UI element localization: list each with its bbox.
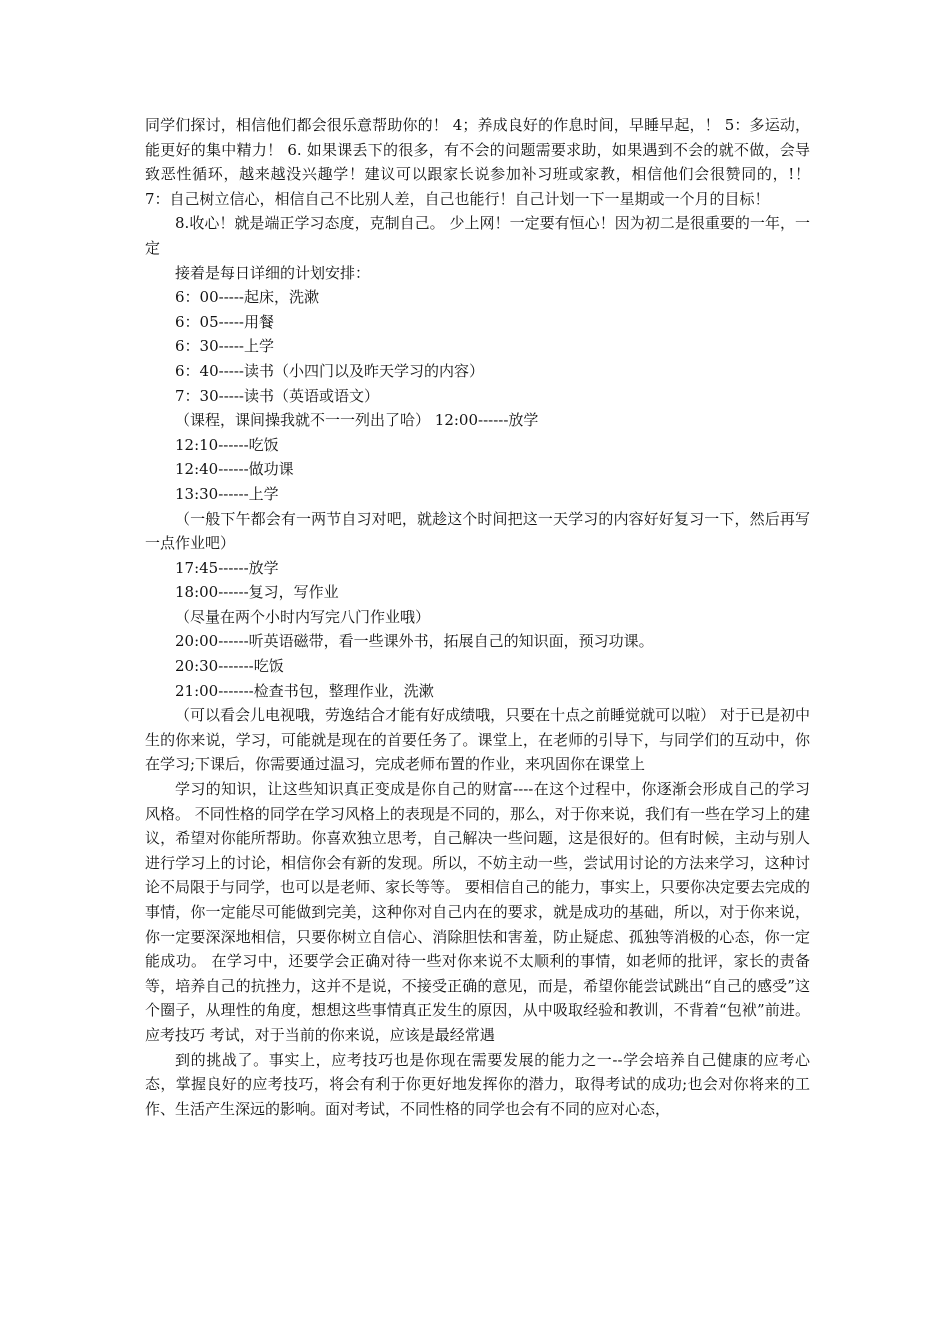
paragraph: 同学们探讨，相信他们都会很乐意帮助你的！ 4；养成良好的作息时间，早睡早起，！ 5：多运动，能更好的集中精力！ 6. 如果课丢下的很多，有不会的问题需要求助，如果遇到不会的就不做，会导致恶性循环，越来越没兴趣学！建议可以跟家长说参加补习班或家教，相信他们会很赞同的，!！ 7：自己树立信心，相信自己不比别人差，自己也能行！自己计划一下一星期或一个月的目标！ — [145, 116, 810, 208]
schedule-item: 18:00------复习，写作业 — [175, 583, 339, 602]
schedule-item: 17:45------放学 — [175, 558, 279, 577]
schedule-note: （一般下午都会有一两节自习对吧，就趁这个时间把这一天学习的内容好好复习一下，然后再写一点作业吧） — [145, 509, 810, 553]
schedule-item: 12:40------做功课 — [175, 460, 294, 479]
paragraph: 8.收心！就是端正学习态度，克制自己。 少上网！一定要有恒心！因为初二是很重要的一年，一定 — [145, 214, 810, 257]
schedule-item: （课程，课间操我就不一一列出了哈） 12:00------放学 — [175, 411, 539, 430]
document-body — [145, 113, 810, 1121]
schedule-item: 6：05-----用餐 — [175, 312, 274, 331]
schedule-item: 13:30------上学 — [175, 484, 279, 503]
schedule-item: 6：40-----读书（小四门以及昨天学习的内容） — [175, 361, 484, 380]
schedule-item: 7：30-----读书（英语或语文） — [175, 386, 379, 405]
schedule-note: （尽量在两个小时内写完八门作业哦） — [175, 607, 431, 626]
schedule-item: 12:10------吃饭 — [175, 435, 279, 454]
schedule-intro: 接着是每日详细的计划安排： — [175, 263, 371, 282]
schedule-item: 6：00-----起床，洗漱 — [175, 288, 319, 307]
schedule-item: 20:00------听英语磁带，看一些课外书，拓展自己的知识面，预习功课。 — [175, 632, 654, 651]
schedule-item: 21:00-------检查书包，整理作业，洗漱 — [175, 681, 434, 700]
paragraph: 学习的知识，让这些知识真正变成是你自己的财富----在这个过程中，你逐渐会形成自己的学习风格。 不同性格的同学在学习风格上的表现是不同的，那么，对于你来说，我们有一些在学习上的建议，希望对你能所帮助。你喜欢独立思考，自己解决一些问题，这是很好的。但有时候，主动与别人进行学习上的讨论，相信你会有新的发现。所以，不妨主动一些，尝试用讨论的方法来学习，这种讨论不局限于与同学，也可以是老师、家长等等。 要相信自己的能力，事实上，只要你决定要去完成的事情，你一定能尽可能做到完美，这种你对自己内在的要求，就是成功的基础，所以，对于你来说，你一定要深深地相信，只要你树立自信心、消除胆怯和害羞，防止疑虑、孤独等消极的心态，你一定能成功。 在学习中，还要学会正确对待一些对你来说不太顺利的事情，如老师的批评，家长的责备等，培养自己的抗挫力，这并不是说，不接受正确的意见，而是，希望你能尝试跳出“自己的感受”这个圈子，从理性的角度，想想这些事情真正发生的原因，从中吸取经验和教训，不背着“包袱”前进。 应考技巧 考试，对于当前的你来说，应该是最经常遇 — [145, 780, 810, 1044]
paragraph: （可以看会儿电视哦，劳逸结合才能有好成绩哦，只要在十点之前睡觉就可以啦） 对于已是初中生的你来说，学习，可能就是现在的首要任务了。课堂上，在老师的引导下，与同学们的互动中，你在学习;下课后，你需要通过温习，完成老师布置的作业，来巩固你在课堂上 — [145, 706, 810, 774]
schedule-item: 6：30-----上学 — [175, 337, 274, 356]
schedule-item: 20:30-------吃饭 — [175, 657, 284, 676]
paragraph: 到的挑战了。事实上，应考技巧也是你现在需要发展的能力之一--学会培养自己健康的应考心态，掌握良好的应考技巧，将会有利于你更好地发挥你的潜力，取得考试的成功;也会对你将来的工作、生活产生深远的影响。面对考试，不同性格的同学也会有不同的应对心态， — [145, 1050, 810, 1118]
